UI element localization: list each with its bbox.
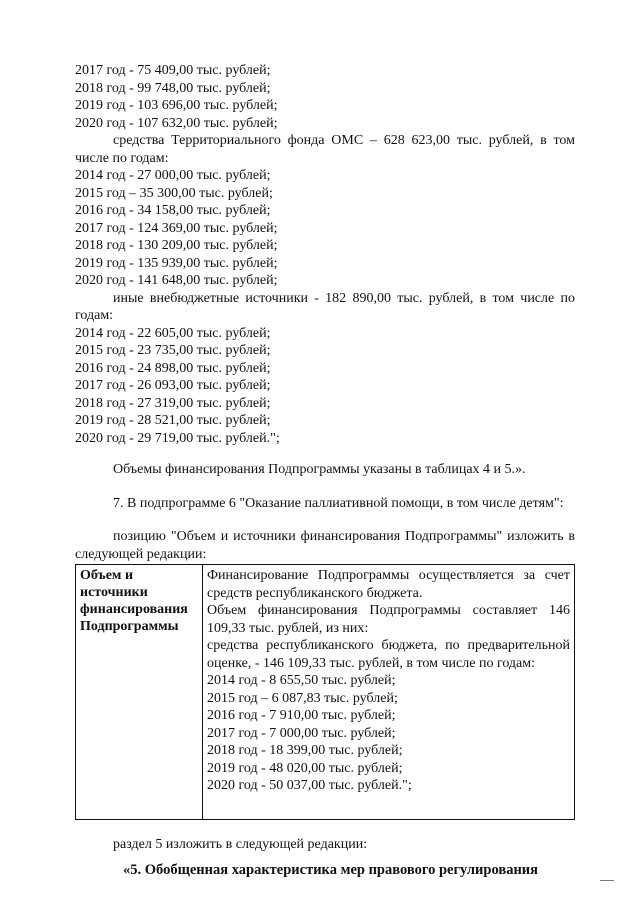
year-line: 2019 год - 103 696,00 тыс. рублей;	[75, 98, 278, 113]
year-line: 2014 год - 22 605,00 тыс. рублей;	[75, 325, 271, 341]
table-value-line: 2017 год - 7 000,00 тыс. рублей;	[207, 725, 396, 741]
label-line: Объем и	[80, 568, 134, 583]
year-line: 2015 год – 35 300,00 тыс. рублей;	[75, 185, 273, 201]
year-line: 2017 год - 124 369,00 тыс. рублей;	[75, 220, 278, 236]
table-value-line: Финансирование Подпрограммы осуществляется за счет	[207, 568, 570, 583]
year-line: 2019 год - 28 521,00 тыс. рублей;	[75, 413, 271, 428]
table-value-line: 2018 год - 18 399,00 тыс. рублей;	[207, 743, 403, 758]
year-line: 2016 год - 24 898,00 тыс. рублей;	[75, 360, 271, 376]
position-line2: следующей редакции:	[75, 546, 207, 562]
year-line: 2014 год - 27 000,00 тыс. рублей;	[75, 168, 271, 183]
table-value-line: оценке, - 146 109,33 тыс. рублей, в том числе по годам:	[207, 655, 536, 671]
year-line: 2018 год - 99 748,00 тыс. рублей;	[75, 80, 271, 96]
table-value-cell	[203, 565, 575, 820]
year-line: 2018 год - 130 209,00 тыс. рублей;	[75, 238, 278, 253]
funding-table	[75, 564, 575, 820]
table-value-lines	[207, 567, 570, 795]
year-line: 2015 год - 23 735,00 тыс. рублей;	[75, 343, 271, 358]
table-value-line: 2015 год – 6 087,83 тыс. рублей;	[207, 690, 398, 706]
year-line: 2017 год - 26 093,00 тыс. рублей;	[75, 378, 271, 393]
year-line: 2020 год - 29 719,00 тыс. рублей.";	[75, 430, 280, 446]
section-5-instruction: раздел 5 изложить в следующей редакции:	[113, 837, 368, 852]
other-sources-line1: иные внебюджетные источники - 182 890,00 тыс. рублей, в том числе по	[113, 290, 575, 306]
position-line1: позицию "Объем и источники финансирования Подпрограммы" изложить в	[113, 529, 575, 544]
year-line: 2017 год - 75 409,00 тыс. рублей;	[75, 63, 271, 78]
tfoms-year-list	[75, 167, 575, 290]
table-value-line: средства республиканского бюджета, по предварительной	[207, 638, 570, 653]
other-year-list	[75, 325, 575, 448]
page-edge-mark	[600, 880, 614, 881]
year-line: 2020 год - 107 632,00 тыс. рублей;	[75, 115, 278, 131]
year-line: 2020 год - 141 648,00 тыс. рублей;	[75, 273, 278, 288]
table-value-line: 2019 год - 48 020,00 тыс. рублей;	[207, 760, 403, 776]
table-value-line: 109,33 тыс. рублей, из них:	[207, 620, 369, 636]
year-line: 2018 год - 27 319,00 тыс. рублей;	[75, 395, 271, 411]
label-line: Подпрограммы	[80, 619, 179, 634]
table-label-cell	[76, 565, 203, 820]
section-5-heading: «5. Обобщенная характеристика мер правового регулирования	[123, 861, 538, 878]
document-page	[75, 62, 575, 879]
label-line: финансирования	[80, 602, 188, 617]
table-value-line: 2016 год - 7 910,00 тыс. рублей;	[207, 708, 396, 723]
table-row	[76, 565, 575, 820]
volumes-note: Объемы финансирования Подпрограммы указаны в таблицах 4 и 5.».	[113, 462, 526, 477]
tfoms-paragraph-line1: средства Территориального фонда ОМС – 628 623,00 тыс. рублей, в том	[113, 133, 575, 148]
tfoms-paragraph-line2: числе по годам:	[75, 150, 169, 166]
year-line: 2016 год - 34 158,00 тыс. рублей;	[75, 203, 271, 218]
label-line: источники	[80, 585, 148, 600]
table-value-line: Объем финансирования Подпрограммы составляет 146	[207, 603, 570, 618]
top-year-list	[75, 62, 575, 132]
other-sources-line2: годам:	[75, 308, 114, 323]
item-7-heading: 7. В подпрограмме 6 "Оказание паллиативной помощи, в том числе детям":	[113, 495, 564, 511]
year-line: 2019 год - 135 939,00 тыс. рублей;	[75, 255, 278, 271]
table-value-line: средств республиканского бюджета.	[207, 585, 423, 601]
table-value-line: 2020 год - 50 037,00 тыс. рублей.";	[207, 778, 412, 793]
table-value-line: 2014 год - 8 655,50 тыс. рублей;	[207, 673, 396, 688]
